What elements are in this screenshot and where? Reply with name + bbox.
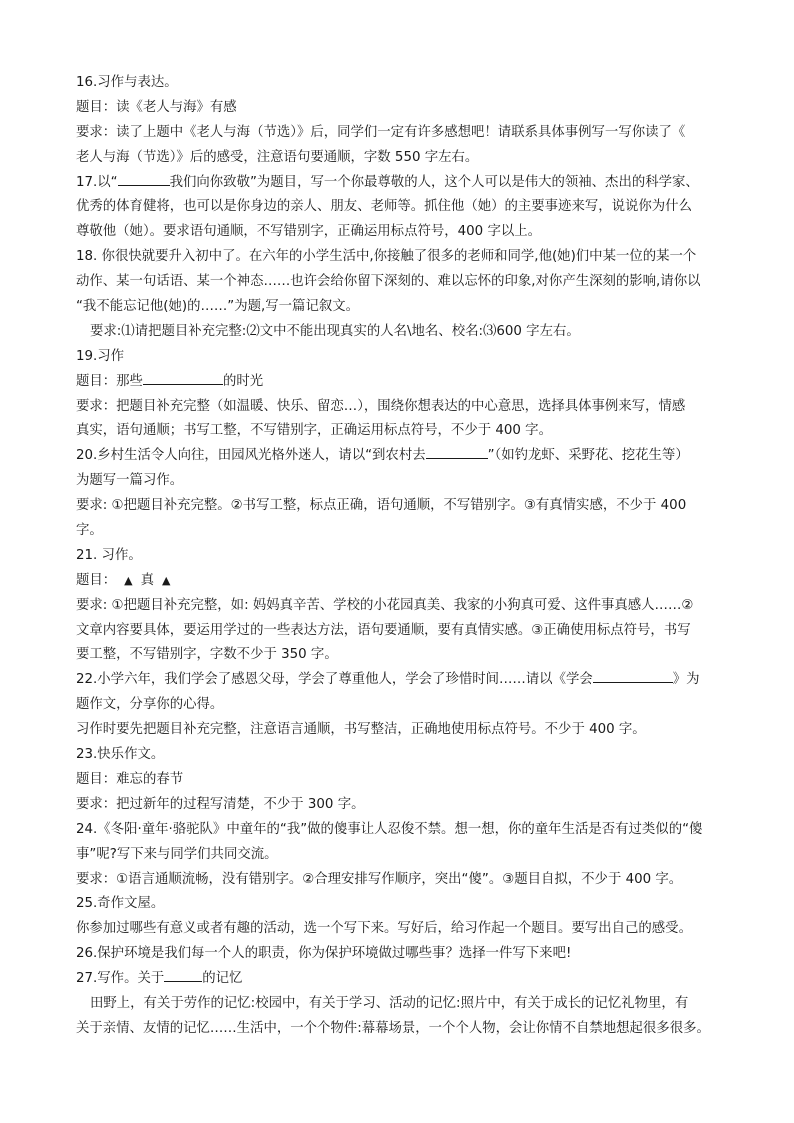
q24-prompt: 24.《冬阳·童年·骆驼队》中童年的“我”做的傻事让人忍俊不禁。想一想，你的童年生活是否有过类似的“傻 [76, 821, 703, 837]
q23-topic: 题目：难忘的春节 [76, 771, 184, 787]
q17-requirement: 尊敬他（她）。要求语句通顺，不写错别字，正确运用标点符号，400 字以上。 [76, 224, 542, 240]
q19-topic: 题目：那些 的时光 [76, 370, 726, 395]
q22-prompt: 22.小学六年，我们学会了感恩父母，学会了尊重他人，学会了珍惜时间……请以《学会 》为 [76, 668, 726, 693]
q27-title: 27.写作。关于 的记忆 [76, 967, 726, 992]
q22-requirement: 习作时要先把题目补充完整，注意语言通顺，书写整洁，正确地使用标点符号。不少于 400 字。 [76, 722, 646, 738]
q19-requirement-cont: 真实，语句通顺；书写工整，不写错别字，正确运用标点符号，不少于 400 字。 [76, 423, 552, 439]
q19-requirement: 要求：把题目补充完整（如温暖、快乐、留恋…），围绕你想表达的中心意思，选择具体事例来写，情感 [76, 398, 686, 414]
q21-topic: 题目： ▲ 真 ▲ [76, 569, 726, 594]
q19-title: 19.习作 [76, 348, 125, 364]
q21-requirement-end: 要工整，不写错别字，字数不少于 350 字。 [76, 647, 338, 663]
q18-prompt-cont: 动作、某一句话语、某一个神态……也许会给你留下深刻的、难以忘怀的印象,对你产生深刻的影响,请你以 [76, 274, 701, 290]
q26-prompt: 26.保护环境是我们每一个人的职责，你为保护环境做过哪些事？选择一件写下来吧! [76, 946, 572, 962]
q25-title: 25.奇作文屋。 [76, 896, 165, 912]
triangle-blank-icon: ▲ [116, 569, 140, 594]
q23-title: 23.快乐作文。 [76, 747, 165, 763]
fill-blank [143, 370, 223, 385]
q21-requirement-cont: 文章内容要具体，要运用学过的一些表达方法，语句要通顺，要有真情实感。③正确使用标点符号，书写 [76, 622, 691, 638]
triangle-blank-icon: ▲ [154, 569, 178, 594]
q16-requirement: 要求：读了上题中《老人与海（节选）》后，同学们一定有许多感想吧！请联系具体事例写一写你读了《 [76, 124, 686, 140]
q18-requirement: 要求:⑴请把题目补充完整:⑵文中不能出现真实的人名\地名、校名:⑶600 字左右。 [90, 323, 580, 339]
q24-requirement: 要求：①语言通顺流畅，没有错别字。②合理安排写作顺序，突出“傻”。③题目自拟，不少于 400 字。 [76, 871, 683, 887]
q16-requirement-cont: 老人与海（节选）》后的感受，注意语句要通顺，字数 550 字左右。 [76, 149, 479, 165]
fill-blank [593, 668, 673, 683]
q27-prompt-cont: 关于亲情、友情的记忆……生活中，一个个物件:幕幕场景，一个个人物，会让你情不自禁地想起很多很多。 [76, 1020, 710, 1036]
fill-blank [164, 967, 202, 982]
q18-prompt: 18. 你很快就要升入初中了。在六年的小学生活中,你接触了很多的老师和同学,他(她)们中某一位的某一个 [76, 249, 697, 265]
q22-prompt-cont: 题作文，分享你的心得。 [76, 697, 224, 713]
q21-requirement: 要求: ①把题目补充完整，如: 妈妈真辛苦、学校的小花园真美、我家的小狗真可爱、这件事真感人……② [76, 597, 694, 613]
q20-requirement: 要求: ①把题目补充完整。②书写工整，标点正确，语句通顺，不写错别字。③有真情实感，不少于 400 [76, 498, 687, 514]
q17-prompt-cont: 优秀的体育健将，也可以是你身边的亲人、朋友、老师等。抓住他（她）的主要事迹来写，说说你为什么 [76, 199, 692, 215]
q17-prompt: 17.以“ 我们向你致敬”为题目，写一个你最尊敬的人，这个人可以是伟大的领袖、杰出的科学家、 [76, 171, 726, 196]
q16-title: 16.习作与表达。 [76, 75, 178, 90]
q23-requirement: 要求：把过新年的过程写清楚，不少于 300 字。 [76, 796, 365, 812]
q18-prompt-end: “我不能忘记他(她)的……”为题,写一篇记叙文。 [76, 299, 359, 315]
q27-prompt: 田野上，有关于劳作的记忆:校园中，有关于学习、活动的记忆:照片中，有关于成长的记忆礼物里，有 [90, 995, 689, 1011]
q20-requirement-cont: 字。 [76, 523, 103, 539]
q25-prompt: 你参加过哪些有意义或者有趣的活动，选一个写下来。写好后，给习作起一个题目。要写出自己的感受。 [76, 921, 692, 937]
q16-topic: 题目：读《老人与海》有感 [76, 99, 237, 115]
q20-prompt-cont: 为题写一篇习作。 [76, 473, 184, 489]
q21-title: 21. 习作。 [76, 547, 142, 563]
document-page [76, 71, 726, 1042]
fill-blank [426, 444, 488, 459]
fill-blank [118, 171, 170, 186]
q20-prompt: 20.乡村生活令人向往，田园风光格外迷人，请以“到农村去 ”（如钓龙虾、采野花、挖花生等） [76, 444, 726, 469]
q24-prompt-cont: 事”呢?写下来与同学们共同交流。 [76, 846, 278, 862]
